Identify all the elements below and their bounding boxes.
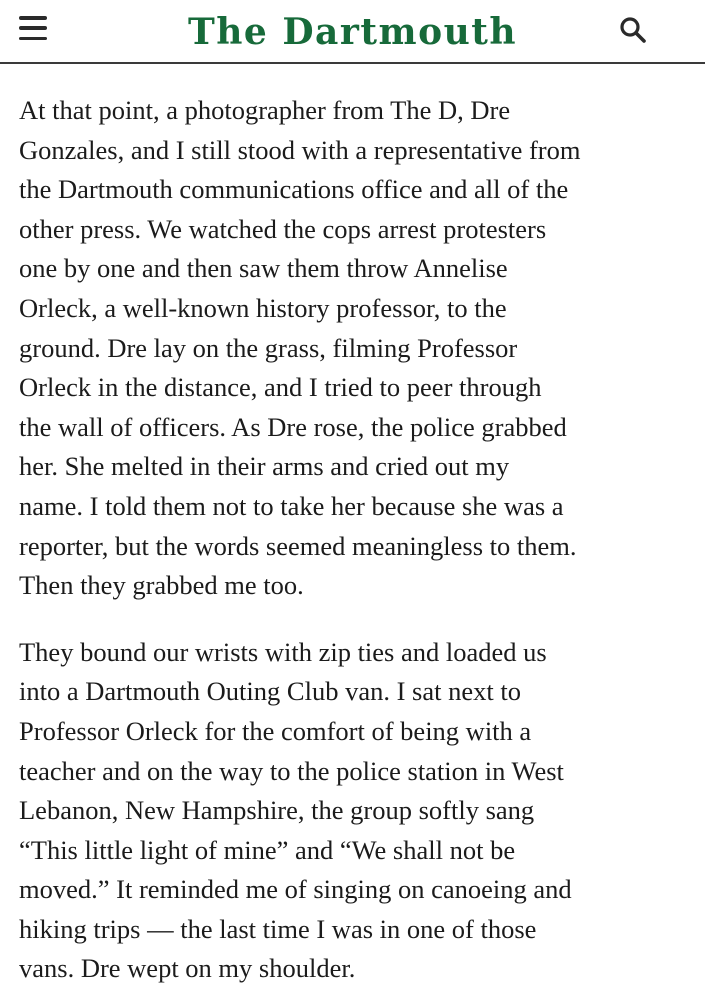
text-line: into a Dartmouth Outing Club van. I sat next to — [19, 676, 521, 707]
site-logo[interactable]: The Dartmouth — [187, 11, 518, 53]
menu-bar-middle — [19, 26, 47, 30]
text-line: Lebanon, New Hampshire, the group softly sang — [19, 795, 535, 826]
hamburger-menu-icon[interactable] — [19, 16, 47, 40]
text-line: They bound our wrists with zip ties and loaded us — [19, 636, 547, 667]
text-line: Orleck in the distance, and I tried to peer through — [19, 372, 542, 403]
site-header — [0, 0, 705, 64]
text-line: name. I told them not to take her because she was a — [19, 490, 564, 521]
text-line: vans. Dre wept on my shoulder. — [19, 953, 356, 984]
menu-bar-bottom — [19, 37, 47, 41]
text-line: Then they grabbed me too. — [19, 570, 304, 601]
search-icon-graphic — [619, 16, 647, 44]
text-line: one by one and then saw them throw Annelise — [19, 253, 508, 284]
search-icon[interactable] — [619, 16, 647, 44]
text-line: Gonzales, and I still stood with a representative from — [19, 134, 581, 165]
text-line: other press. We watched the cops arrest protesters — [19, 213, 547, 244]
text-line: Orleck, a well-known history professor, to the — [19, 292, 507, 323]
text-line: the wall of officers. As Dre rose, the police grabbed — [19, 411, 567, 442]
text-line: moved.” It reminded me of singing on canoeing and — [19, 874, 572, 905]
text-line: reporter, but the words seemed meaningless to them. — [19, 530, 577, 561]
article-paragraph-2 — [19, 633, 689, 989]
menu-bar-top — [19, 16, 47, 20]
text-line: her. She melted in their arms and cried out my — [19, 451, 510, 482]
text-line: Professor Orleck for the comfort of being with a — [19, 715, 532, 746]
text-line: hiking trips — the last time I was in one of those — [19, 913, 537, 944]
text-line: teacher and on the way to the police station in West — [19, 755, 564, 786]
text-line: “This little light of mine” and “We shall not be — [19, 834, 516, 865]
text-line: the Dartmouth communications office and all of the — [19, 174, 569, 205]
article-body — [19, 91, 689, 1000]
text-line: ground. Dre lay on the grass, filming Professor — [19, 332, 518, 363]
text-line: At that point, a photographer from The D, Dre — [19, 95, 511, 125]
article-paragraph-1 — [19, 91, 689, 606]
